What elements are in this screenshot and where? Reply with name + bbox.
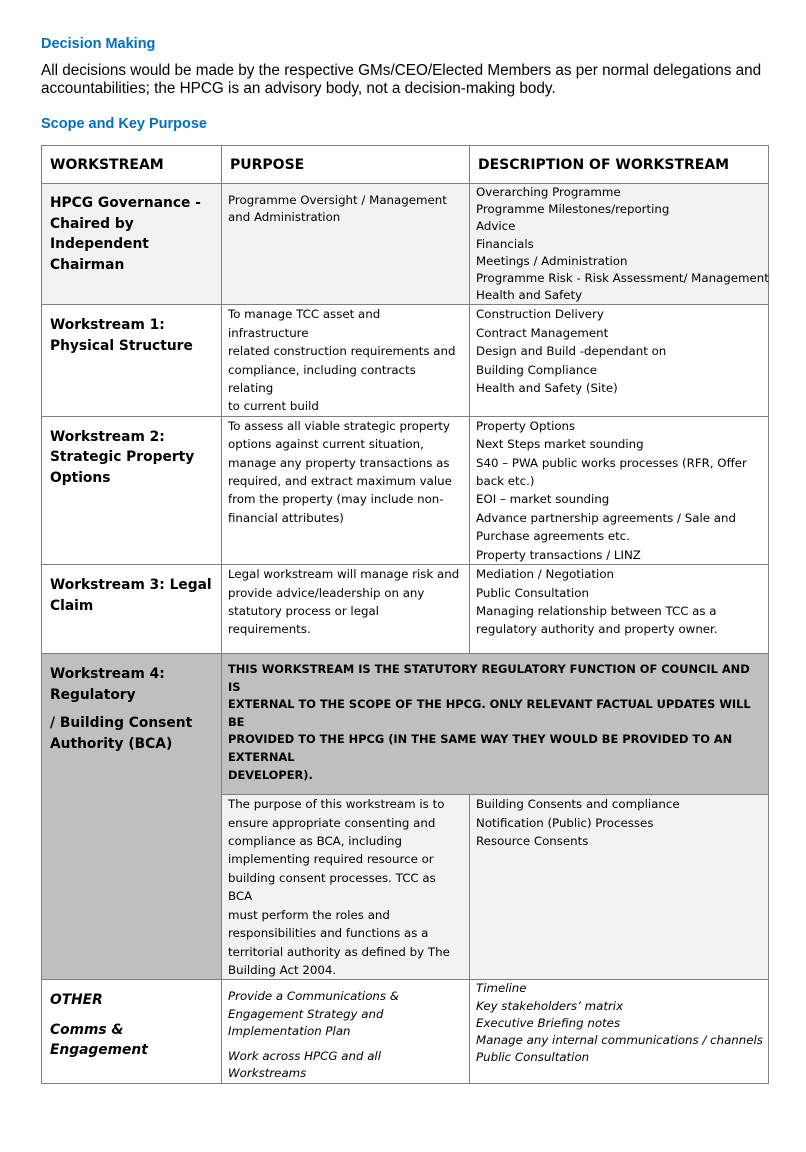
description-cell: Building Consents and compliance Notification (Public) Processes Resource Consents: [470, 795, 769, 980]
workstream-cell: OTHER Comms & Engagement: [42, 980, 222, 1084]
decision-making-paragraph: All decisions would be made by the respective GMs/CEO/Elected Members as per normal delegations and accountabilities; the HPCG is an advisory body, not a decision-making body.: [41, 62, 762, 97]
purpose-cell: The purpose of this workstream is to ensure appropriate consenting and compliance as BCA, including implementing required resource or building consent processes. TCC as BCA must perform the roles and responsibilities and functions as a territorial authority as defined by The Building Act 2004.: [222, 795, 470, 980]
table-row: [42, 565, 769, 654]
header-description: DESCRIPTION OF WORKSTREAM: [470, 146, 769, 184]
purpose-cell: Provide a Communications & Engagement Strategy and Implementation Plan Work across HPCG and all Workstreams: [222, 980, 470, 1084]
description-cell: Timeline Key stakeholders’ matrix Executive Briefing notes Manage any internal communications / channels Public Consultation: [470, 980, 769, 1084]
description-cell: Overarching Programme Programme Milestones/reporting Advice Financials Meetings / Administration Programme Risk - Risk Assessment/ Management Health and Safety: [470, 184, 769, 305]
decision-making-heading: Decision Making: [41, 36, 156, 52]
header-purpose: PURPOSE: [222, 146, 470, 184]
workstream-cell: Workstream 2: Strategic Property Options: [42, 416, 222, 564]
workstream-table: [41, 145, 769, 1084]
header-workstream: WORKSTREAM: [42, 146, 222, 184]
workstream-cell: HPCG Governance - Chaired by Independent Chairman: [42, 184, 222, 305]
description-cell: Property Options Next Steps market sounding S40 – PWA public works processes (RFR, Offer back etc.) EOI – market sounding Advance partnership agreements / Sale and Purchase agreements etc. Property transactions / LINZ: [470, 416, 769, 564]
purpose-cell: To manage TCC asset and infrastructure related construction requirements and compliance, including contracts relating to current build: [222, 305, 470, 416]
workstream-cell: Workstream 3: Legal Claim: [42, 565, 222, 654]
workstream-cell: Workstream 4: Regulatory / Building Consent Authority (BCA): [42, 654, 222, 980]
table-row: [42, 980, 769, 1084]
table-row: [42, 184, 769, 305]
description-cell: Construction Delivery Contract Management Design and Build -dependant on Building Compliance Health and Safety (Site): [470, 305, 769, 416]
scope-heading: Scope and Key Purpose: [41, 116, 207, 132]
table-row: [42, 305, 769, 416]
workstream-cell: Workstream 1: Physical Structure: [42, 305, 222, 416]
purpose-cell: Programme Oversight / Management and Administration: [222, 184, 470, 305]
table-header-row: [42, 146, 769, 184]
purpose-cell: Legal workstream will manage risk and provide advice/leadership on any statutory process or legal requirements.: [222, 565, 470, 654]
regulatory-notice: THIS WORKSTREAM IS THE STATUTORY REGULATORY FUNCTION OF COUNCIL AND IS EXTERNAL TO THE SCOPE OF THE HPCG. ONLY RELEVANT FACTUAL UPDATES WILL BE PROVIDED TO THE HPCG (IN THE SAME WAY THEY WOULD BE PROVIDED TO AN EXTERNAL DEVELOPER).: [222, 654, 769, 795]
description-cell: Mediation / Negotiation Public Consultation Managing relationship between TCC as a regulatory authority and property owner.: [470, 565, 769, 654]
purpose-cell: To assess all viable strategic property options against current situation, manage any property transactions as required, and extract maximum value from the property (may include non- financial attributes): [222, 416, 470, 564]
table-row: [42, 416, 769, 564]
regulatory-notice-row: [42, 654, 769, 795]
